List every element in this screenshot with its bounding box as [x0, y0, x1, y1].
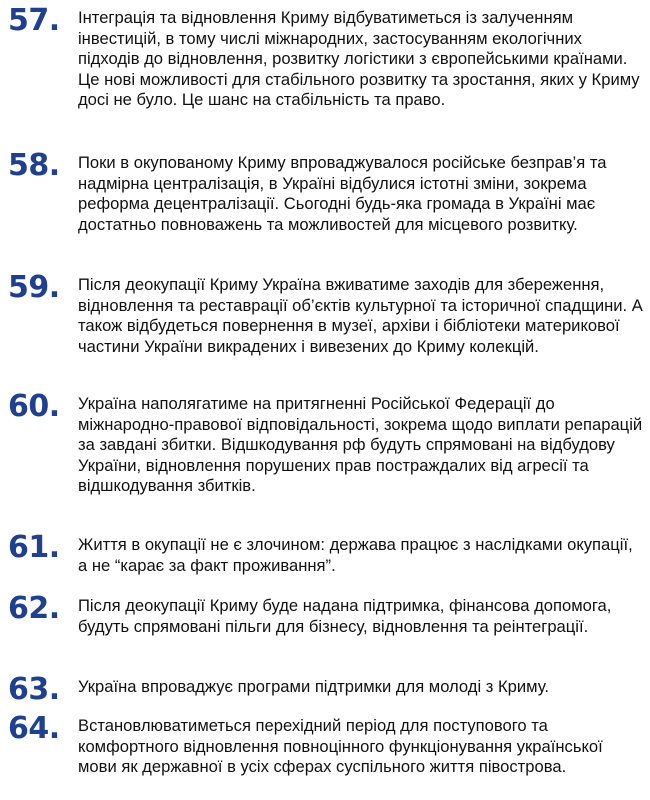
item-text: Поки в окупованому Криму впроваджувалося російське безправ’я та надмірна централізація, в Україні відбулися істотні зміни, зокрема реформа децентралізації. Сьогодні будь-яка громада в Україні має достатньо повноважень та можливостей для місцевого розвитку.	[78, 153, 607, 234]
item-text: Після деокупації Криму буде надана підтримка, фінансова допомога, будуть спрямовані пільги для бізнесу, відновлення та реінтеграції.	[78, 596, 612, 636]
item-number: 57.	[8, 3, 60, 38]
item-number: 58.	[8, 148, 60, 183]
item-text: Після деокупації Криму Україна вживатиме заходів для збереження, відновлення та реставрації об’єктів культурної та історичної спадщини. А також відбудеться повернення в музеї, архіви і бібліотеки материкової частини України викрадених і вивезених до Криму колекцій.	[78, 275, 643, 356]
item-text: Україна впроваджує програми підтримки для молоді з Криму.	[78, 677, 549, 696]
item-text: Життя в окупації не є злочином: держава працює з наслідками окупації, а не “карає за факт проживання”.	[78, 535, 633, 575]
item-number: 64.	[8, 711, 60, 746]
item-number: 62.	[8, 591, 60, 626]
item-text: Україна наполягатиме на притягненні Російської Федерації до міжнародно-правової відповідальності, зокрема щодо виплати репарацій за завдані збитки. Відшкодування рф будуть спрямовані на відбудову України, відновлення порушених прав постраждалих від агресії та відшкодування збитків.	[78, 394, 643, 496]
item-number: 63.	[8, 672, 60, 707]
item-number: 61.	[8, 530, 60, 565]
item-text: Інтеграція та відновлення Криму відбуватиметься із залученням інвестицій, в тому числі міжнародних, застосуванням екологічних підходів до відновлення, розвитку логістики з європейськими країнами. Це нові можливості для стабільного розвитку та зростання, яких у Криму досі не було. Це шанс на стабільність та право.	[78, 8, 640, 110]
item-number: 60.	[8, 389, 60, 424]
item-text: Встановлюватиметься перехідний період для поступового та комфортного відновлення повноцінного функціонування української мови як державної в усіх сферах суспільного життя півострова.	[78, 716, 603, 777]
item-number: 59.	[8, 270, 60, 305]
